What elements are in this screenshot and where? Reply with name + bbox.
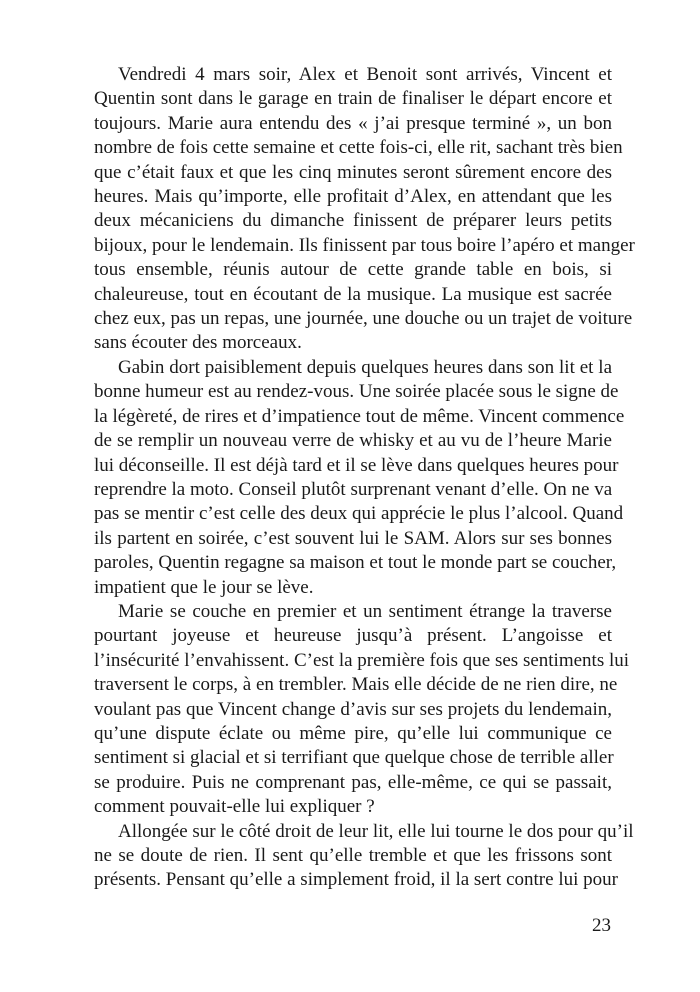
text-line: reprendre la moto. Conseil plutôt surprenant venant d’elle. On ne va bbox=[94, 478, 613, 500]
text-line: tous ensemble, réunis autour de cette grande table en bois, si bbox=[94, 259, 612, 281]
text-line: la légèreté, de rires et d’impatience tout de même. Vincent commence bbox=[94, 405, 625, 427]
text-line: heures. Mais qu’importe, elle profitait d’Alex, en attendant que les bbox=[94, 186, 612, 208]
text-line: lui déconseille. Il est déjà tard et il se lève dans quelques heures pour bbox=[94, 454, 619, 476]
text-line: paroles, Quentin regagne sa maison et tout le monde part se coucher, bbox=[94, 552, 617, 574]
paragraph bbox=[94, 600, 630, 820]
text-line: Quentin sont dans le garage en train de finaliser le départ encore et bbox=[94, 88, 612, 110]
paragraph bbox=[94, 63, 635, 356]
text-line: ils partent en soirée, c’est souvent lui le SAM. Alors sur ses bonnes bbox=[94, 527, 612, 549]
text-line: ne se doute de rien. Il sent qu’elle tremble et que les frissons sont bbox=[94, 845, 612, 866]
paragraph bbox=[94, 356, 625, 600]
text-line: Allongée sur le côté droit de leur lit, elle lui tourne le dos pour qu’il bbox=[118, 820, 634, 842]
text-line: Marie se couche en premier et un sentiment étrange la traverse bbox=[118, 600, 612, 622]
text-line: sans écouter des morceaux. bbox=[94, 332, 302, 354]
text-line: impatient que le jour se lève. bbox=[94, 576, 314, 598]
text-line: bonne humeur est au rendez-vous. Une soirée placée sous le signe de bbox=[94, 381, 619, 403]
text-line: pourtant joyeuse et heureuse jusqu’à présent. L’angoisse et bbox=[94, 625, 612, 647]
text-line: bijoux, pour le lendemain. Ils finissent par tous boire l’apéro et manger bbox=[94, 234, 635, 256]
page-body bbox=[94, 63, 635, 893]
text-line: traversent le corps, à en trembler. Mais elle décide de ne rien dire, ne bbox=[94, 674, 618, 696]
text-line: pas se mentir c’est celle des deux qui apprécie le plus l’alcool. Quand bbox=[94, 503, 624, 525]
text-line: présents. Pensant qu’elle a simplement froid, il la sert contre lui pour bbox=[94, 869, 618, 891]
text-line: de se remplir un nouveau verre de whisky et au vu de l’heure Marie bbox=[94, 430, 612, 452]
text-line: chez eux, pas un repas, une journée, une douche ou un trajet de voiture bbox=[94, 308, 633, 330]
text-line: nombre de fois cette semaine et cette fois-ci, elle rit, sachant très bien bbox=[94, 137, 623, 159]
text-line: Vendredi 4 mars soir, Alex et Benoit sont arrivés, Vincent et bbox=[118, 64, 612, 85]
text-line: voulant pas que Vincent change d’avis sur ses projets du lendemain, bbox=[94, 698, 612, 720]
text-line: Gabin dort paisiblement depuis quelques heures dans son lit et la bbox=[118, 356, 612, 378]
text-line: comment pouvait-elle lui expliquer ? bbox=[94, 796, 375, 818]
page-number: 23 bbox=[592, 915, 611, 936]
text-line: que c’était faux et que les cinq minutes seront sûrement encore des bbox=[94, 161, 612, 183]
text-line: se produire. Puis ne comprenant pas, elle-même, ce qui se passait, bbox=[94, 771, 612, 793]
text-line: chaleureuse, tout en écoutant de la musique. La musique est sacrée bbox=[94, 283, 612, 305]
text-line: sentiment si glacial et si terrifiant que quelque chose de terrible aller bbox=[94, 747, 614, 769]
text-line: qu’une dispute éclate ou même pire, qu’elle lui communique ce bbox=[94, 722, 612, 744]
text-line: deux mécaniciens du dimanche finissent de préparer leurs petits bbox=[94, 210, 612, 232]
text-line: toujours. Marie aura entendu des « j’ai presque terminé », un bon bbox=[94, 112, 612, 134]
paragraph bbox=[94, 820, 634, 893]
text-line: l’insécurité l’envahissent. C’est la première fois que ses sentiments lui bbox=[94, 649, 630, 671]
